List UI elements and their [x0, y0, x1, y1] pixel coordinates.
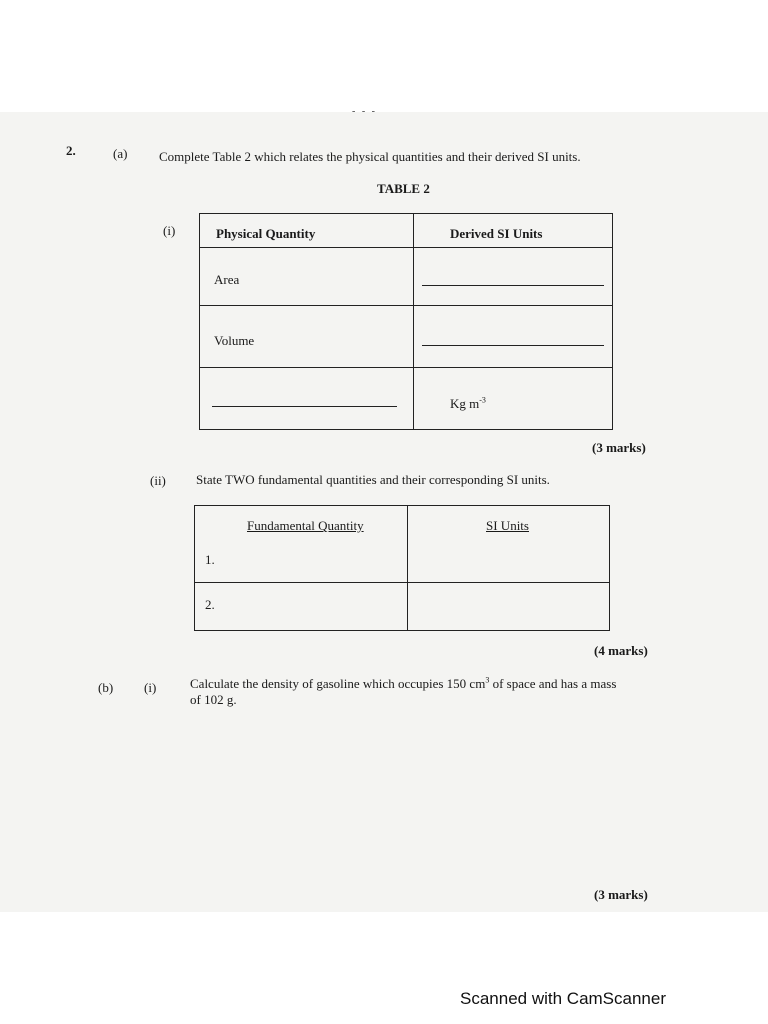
cell-si-unit-1[interactable]: [408, 506, 610, 583]
table2-marks: (3 marks): [592, 440, 646, 455]
table2-item-label: (i): [163, 223, 176, 238]
part-a-ii-label: (ii): [150, 473, 166, 488]
part-a-label: (a): [113, 146, 128, 161]
cell-quantity-blank[interactable]: [200, 368, 414, 430]
header-si-units: SI Units: [486, 518, 529, 533]
cell-unit-volume[interactable]: [414, 306, 613, 368]
header-fundamental-quantity: Fundamental Quantity: [247, 518, 364, 533]
answer-line[interactable]: [422, 345, 604, 346]
part-b-label: (b): [98, 680, 114, 695]
table-title: TABLE 2: [377, 181, 430, 196]
table-2: [199, 213, 613, 430]
scanner-watermark: Scanned with CamScanner: [460, 989, 667, 1008]
answer-line[interactable]: [212, 406, 397, 407]
part-a-ii-prompt: State TWO fundamental quantities and their corresponding SI units.: [196, 472, 550, 487]
header-physical-quantity: Physical Quantity: [200, 214, 414, 248]
page-mark: - - -: [352, 106, 377, 117]
row-number: 2.: [205, 597, 215, 612]
part-a-ii-marks: (4 marks): [594, 643, 648, 658]
fundamental-quantities-table: [194, 505, 610, 631]
part-b-prompt-line1: Calculate the density of gasoline which occupies 150 $cm^3$ of space and has a mass: [190, 675, 617, 691]
part-b-item-label: (i): [144, 680, 157, 695]
cell-quantity-volume: Volume: [200, 306, 414, 368]
cell-quantity-area: Area: [200, 248, 414, 306]
question-number: 2.: [66, 143, 76, 158]
answer-line[interactable]: [422, 285, 604, 286]
density-unit: Kg $m^{-3}$: [450, 395, 486, 411]
cell-unit-density: [414, 368, 613, 430]
part-b-prompt-line2: of 102 g.: [190, 692, 237, 707]
cell-fundamental-2[interactable]: [195, 583, 408, 631]
cell-unit-area[interactable]: [414, 248, 613, 306]
header-derived-si-units: Derived SI Units: [414, 214, 613, 248]
cell-fundamental-1[interactable]: [195, 506, 408, 583]
cell-si-unit-2[interactable]: [408, 583, 610, 631]
row-number: 1.: [205, 552, 215, 567]
part-b-marks: (3 marks): [594, 887, 648, 902]
question-prompt: Complete Table 2 which relates the physical quantities and their derived SI units.: [159, 149, 581, 164]
